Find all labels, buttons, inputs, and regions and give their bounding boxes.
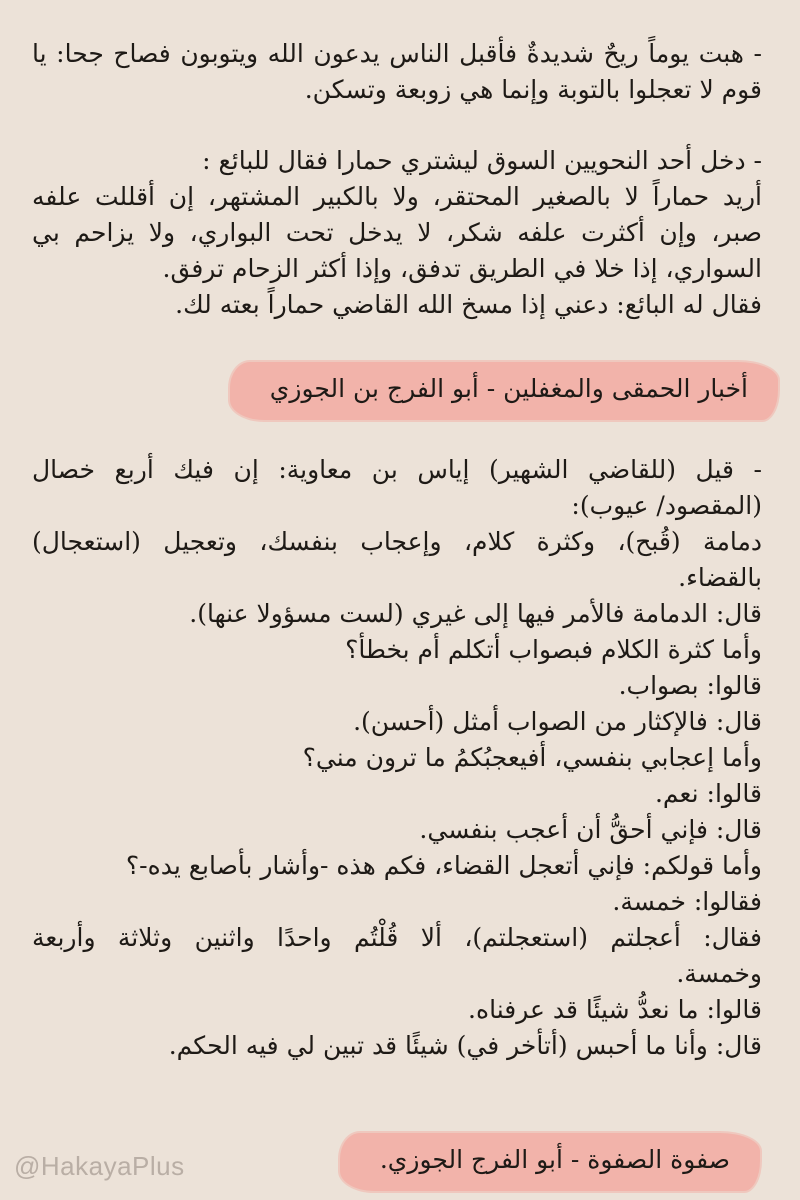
story-grammarian-line-1: - دخل أحد النحويين السوق ليشتري حمارا فقال للبائع : <box>202 146 762 175</box>
story-iyas-line: قال: الدمامة فالأمر فيها إلى غيري (لست مسؤولا عنها). <box>189 599 762 628</box>
story-iyas-line: قال: فالإكثار من الصواب أمثل (أحسن). <box>353 707 762 736</box>
watermark: @HakayaPlus <box>14 1151 185 1181</box>
story-iyas-line: قالوا: بصواب. <box>618 671 762 700</box>
story-iyas-line: دمامة (قُبح)، وكثرة كلام، وإعجاب بنفسك، وتعجيل (استعجال) <box>32 527 762 556</box>
story-juha-line-2: قوم لا تعجلوا بالتوبة وإنما هي زوبعة وتسكن. <box>304 75 762 104</box>
story-iyas-line: قال: وأنا ما أحبس (أتأخر في) شيئًا قد تبين لي فيه الحكم. <box>168 1031 762 1060</box>
story-iyas-line: قالوا: ما نعدُّ شيئًا قد عرفناه. <box>468 995 762 1024</box>
story-grammarian <box>32 143 762 323</box>
story-iyas-line: فقالوا: خمسة. <box>612 887 762 916</box>
story-iyas-line: وخمسة. <box>676 959 762 988</box>
source-citation-1-text: أخبار الحمقى والمغفلين - أبو الفرج بن الجوزي <box>230 362 778 420</box>
story-iyas-line: بالقضاء. <box>678 563 762 592</box>
story-iyas-line: - قيل (للقاضي الشهير) إياس بن معاوية: إن فيك أربع خصال <box>32 455 762 484</box>
story-iyas-line: وأما إعجابي بنفسي، أفيعجبُكمُ ما ترون مني؟ <box>302 743 762 772</box>
source-citation-2 <box>340 1133 760 1191</box>
story-iyas-line: وأما قولكم: فإني أتعجل القضاء، فكم هذه -وأشار بأصابع يده-؟ <box>125 851 762 880</box>
story-grammarian-line-2: أريد حماراً لا بالصغير المحتقر، ولا بالكبير المشتهر، إن أقللت علفه <box>32 182 762 211</box>
story-iyas-line: قالوا: نعم. <box>654 779 762 808</box>
source-citation-1 <box>230 362 778 420</box>
story-iyas-line: قال: فإني أحقُّ أن أعجب بنفسي. <box>419 815 762 844</box>
story-juha <box>32 36 762 108</box>
source-citation-2-text: صفوة الصفوة - أبو الفرج الجوزي. <box>340 1133 760 1191</box>
story-iyas-line: (المقصود/ عيوب): <box>571 491 762 520</box>
story-juha-line-1: - هبت يوماً ريحٌ شديدةٌ فأقبل الناس يدعون الله ويتوبون فصاح جحا: يا <box>32 39 762 68</box>
story-iyas <box>32 452 762 1064</box>
story-grammarian-line-4: السواري، إذا خلا في الطريق تدفق، وإذا أكثر الزحام ترفق. <box>162 254 762 283</box>
story-iyas-line: فقال: أعجلتم (استعجلتم)، ألا قُلْتُم واحدًا واثنين وثلاثة وأربعة <box>32 923 762 952</box>
story-grammarian-line-5: فقال له البائع: دعني إذا مسخ الله القاضي حماراً بعته لك. <box>175 290 762 319</box>
story-iyas-line: وأما كثرة الكلام فبصواب أتكلم أم بخطأ؟ <box>345 635 762 664</box>
story-grammarian-line-3: صبر، وإن أكثرت علفه شكر، لا يدخل تحت البواري، ولا يزاحم بي <box>32 218 762 247</box>
